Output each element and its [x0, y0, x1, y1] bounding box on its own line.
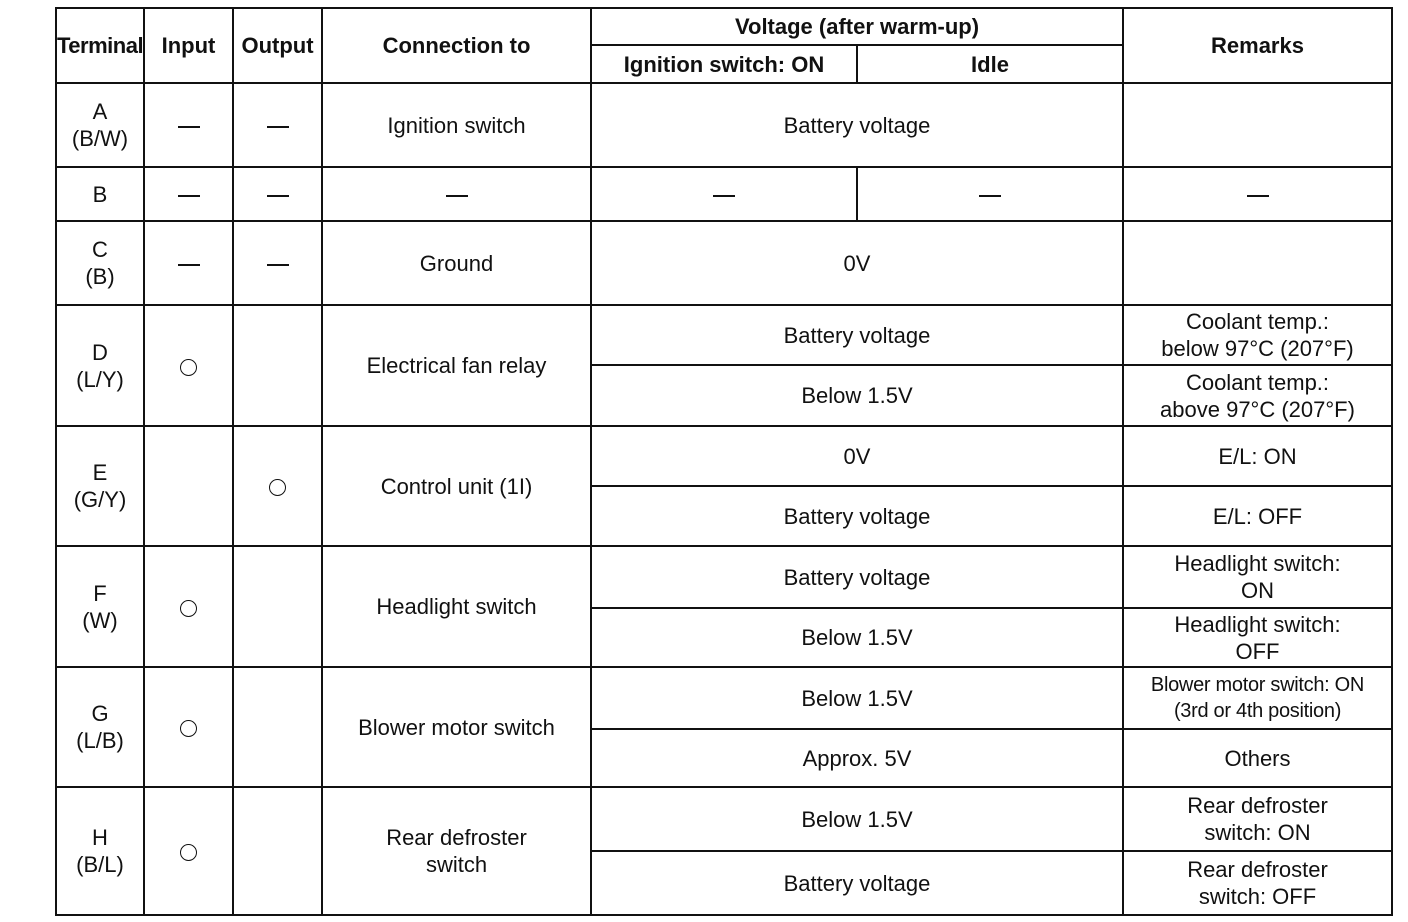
- table-row: [56, 83, 1392, 167]
- table-row: [56, 305, 1392, 365]
- voltage-idle-cell: [857, 167, 1123, 221]
- dash-mark: [446, 195, 468, 197]
- terminal-cell: D (L/Y): [56, 305, 144, 426]
- voltage-cell: Battery voltage: [591, 305, 1123, 365]
- connection-cell: Ground: [322, 221, 591, 305]
- voltage-cell: Battery voltage: [591, 546, 1123, 608]
- header-output: Output: [233, 8, 322, 83]
- output-cell: [233, 221, 322, 305]
- circle-mark: [180, 359, 197, 376]
- remarks-cell: [1123, 221, 1392, 305]
- output-cell: [233, 546, 322, 667]
- connection-cell: Rear defroster switch: [322, 787, 591, 915]
- remarks-cell: Coolant temp.: above 97°C (207°F): [1123, 365, 1392, 426]
- voltage-cell: 0V: [591, 426, 1123, 486]
- header-connection: Connection to: [322, 8, 591, 83]
- dash-mark: [178, 195, 200, 197]
- remarks-cell: Headlight switch: ON: [1123, 546, 1392, 608]
- circle-mark: [269, 479, 286, 496]
- terminal-cell: E (G/Y): [56, 426, 144, 546]
- terminal-cell: H (B/L): [56, 787, 144, 915]
- voltage-cell: 0V: [591, 221, 1123, 305]
- remarks-cell: Headlight switch: OFF: [1123, 608, 1392, 667]
- terminal-table: [55, 7, 1393, 916]
- circle-mark: [180, 720, 197, 737]
- terminal-cell: F (W): [56, 546, 144, 667]
- header-idle: Idle: [857, 45, 1123, 83]
- input-cell: [144, 667, 233, 787]
- remarks-cell: E/L: ON: [1123, 426, 1392, 486]
- voltage-ign-cell: [591, 167, 857, 221]
- output-cell: [233, 167, 322, 221]
- dash-mark: [267, 126, 289, 128]
- header-voltage: Voltage (after warm-up): [591, 8, 1123, 45]
- voltage-cell: Battery voltage: [591, 851, 1123, 915]
- connection-cell: [322, 167, 591, 221]
- terminal-cell: A (B/W): [56, 83, 144, 167]
- table-row: [56, 426, 1392, 486]
- table-row: [56, 546, 1392, 608]
- dash-mark: [267, 264, 289, 266]
- voltage-cell: Battery voltage: [591, 486, 1123, 546]
- input-cell: [144, 305, 233, 426]
- dash-mark: [1247, 195, 1269, 197]
- table-row: [56, 667, 1392, 729]
- input-cell: [144, 167, 233, 221]
- dash-mark: [178, 126, 200, 128]
- output-cell: [233, 667, 322, 787]
- remarks-cell: Rear defroster switch: OFF: [1123, 851, 1392, 915]
- header-ignition-on: Ignition switch: ON: [591, 45, 857, 83]
- header-remarks: Remarks: [1123, 8, 1392, 83]
- table-row: [56, 787, 1392, 851]
- voltage-cell: Approx. 5V: [591, 729, 1123, 787]
- voltage-cell: Below 1.5V: [591, 608, 1123, 667]
- circle-mark: [180, 600, 197, 617]
- input-cell: [144, 83, 233, 167]
- terminal-cell: C (B): [56, 221, 144, 305]
- remarks-cell: Rear defroster switch: ON: [1123, 787, 1392, 851]
- voltage-cell: Below 1.5V: [591, 667, 1123, 729]
- remarks-cell: Coolant temp.: below 97°C (207°F): [1123, 305, 1392, 365]
- table-row: [56, 221, 1392, 305]
- remarks-cell: Others: [1123, 729, 1392, 787]
- dash-mark: [178, 264, 200, 266]
- header-terminal: Terminal: [56, 8, 144, 83]
- table-row: [56, 167, 1392, 221]
- terminal-cell: G (L/B): [56, 667, 144, 787]
- terminal-cell: B: [56, 167, 144, 221]
- connection-cell: Electrical fan relay: [322, 305, 591, 426]
- voltage-cell: Below 1.5V: [591, 365, 1123, 426]
- remarks-cell: Blower motor switch: ON (3rd or 4th position): [1123, 667, 1392, 729]
- voltage-cell: Battery voltage: [591, 83, 1123, 167]
- circle-mark: [180, 844, 197, 861]
- connection-cell: Ignition switch: [322, 83, 591, 167]
- input-cell: [144, 546, 233, 667]
- input-cell: [144, 426, 233, 546]
- input-cell: [144, 787, 233, 915]
- output-cell: [233, 305, 322, 426]
- output-cell: [233, 83, 322, 167]
- dash-mark: [713, 195, 735, 197]
- connection-cell: Headlight switch: [322, 546, 591, 667]
- dash-mark: [979, 195, 1001, 197]
- remarks-cell: E/L: OFF: [1123, 486, 1392, 546]
- dash-mark: [267, 195, 289, 197]
- output-cell: [233, 787, 322, 915]
- header-input: Input: [144, 8, 233, 83]
- input-cell: [144, 221, 233, 305]
- connection-cell: Control unit (1I): [322, 426, 591, 546]
- remarks-cell: [1123, 167, 1392, 221]
- output-cell: [233, 426, 322, 546]
- voltage-cell: Below 1.5V: [591, 787, 1123, 851]
- connection-cell: Blower motor switch: [322, 667, 591, 787]
- remarks-cell: [1123, 83, 1392, 167]
